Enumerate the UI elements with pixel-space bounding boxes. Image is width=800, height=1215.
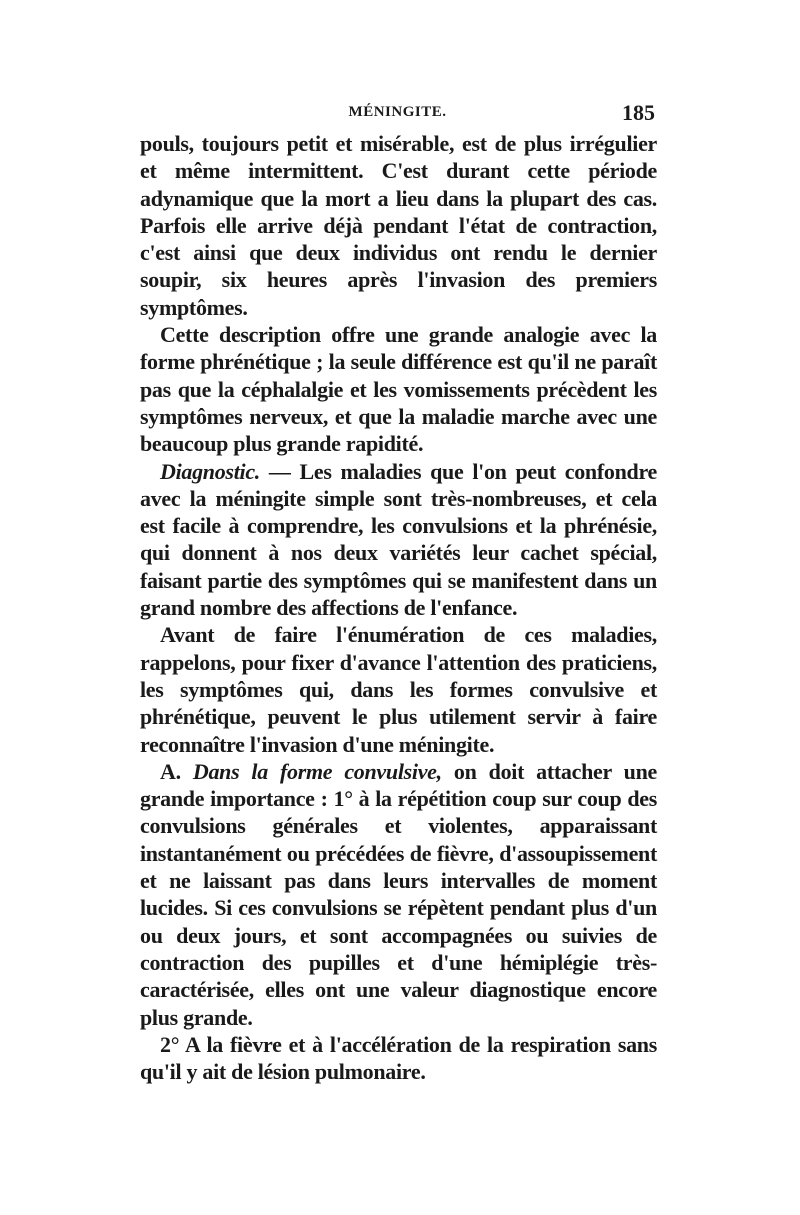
paragraph-6-text: 2° A la fièvre et à l'accélération de la respiration sans qu'il y ait de lésion pulmonaire. (140, 1031, 657, 1085)
paragraph-2 (140, 321, 657, 457)
paragraph-5-prefix: A. (160, 758, 193, 784)
paragraph-4-text: Avant de faire l'énumération de ces maladies, rappelons, pour fixer d'avance l'attention des praticiens, les symptômes qui, dans les formes convulsive et phrénétique, peuvent le plus utilement servir à faire reconnaître l'invasion d'une méningite. (140, 622, 657, 757)
paragraph-6 (140, 1031, 657, 1086)
paragraph-3-text: — Les maladies que l'on peut confondre avec la méningite simple sont très-nombreuses, et cela est facile à comprendre, les convulsions et la phrénésie, qui donnent à nos deux variétés leur cachet spécial, faisant partie des symptômes qui se manifestent dans un grand nombre des affections de l'enfance. (140, 458, 657, 621)
paragraph-5-text: on doit attacher une grande importance : 1° à la répétition coup sur coup des convulsions générales et violentes, apparaissant instantanément ou précédées de fièvre, d'assoupissement et ne laissant pas dans leurs intervalles de moment lucides. Si ces convulsions se répètent pendant plus d'un ou deux jours, et sont accompagnées ou suivies de contraction des pupilles et d'une hémiplégie très-caractérisée, elles ont une valeur diagnostique encore plus grande. (140, 758, 657, 1030)
paragraph-4 (140, 621, 657, 757)
paragraph-2-text: Cette description offre une grande analogie avec la forme phrénétique ; la seule différence est qu'il ne paraît pas que la céphalalgie et les vomissements précèdent les symptômes nerveux, et que la maladie marche avec une beaucoup plus grande rapidité. (140, 322, 657, 457)
running-head (140, 100, 655, 126)
page-number: 185 (622, 100, 655, 125)
paragraph-5 (140, 758, 657, 1031)
body-text (140, 130, 657, 1085)
subheading-forme-convulsive: Dans la forme convulsive, (192, 758, 442, 784)
paragraph-1-text: pouls, toujours petit et misérable, est de plus irrégulier et même intermittent. C'est durant cette période adynamique que la mort a lieu dans la plupart des cas. Parfois elle arrive déjà pendant l'état de contraction, c'est ainsi que deux individus ont rendu le dernier soupir, six heures après l'invasion des premiers symptômes. (140, 131, 657, 320)
section-heading-diagnostic: Diagnostic. (160, 458, 260, 484)
paragraph-3 (140, 458, 657, 622)
paragraph-1 (140, 130, 657, 321)
running-title: MÉNINGITE. (348, 104, 447, 120)
